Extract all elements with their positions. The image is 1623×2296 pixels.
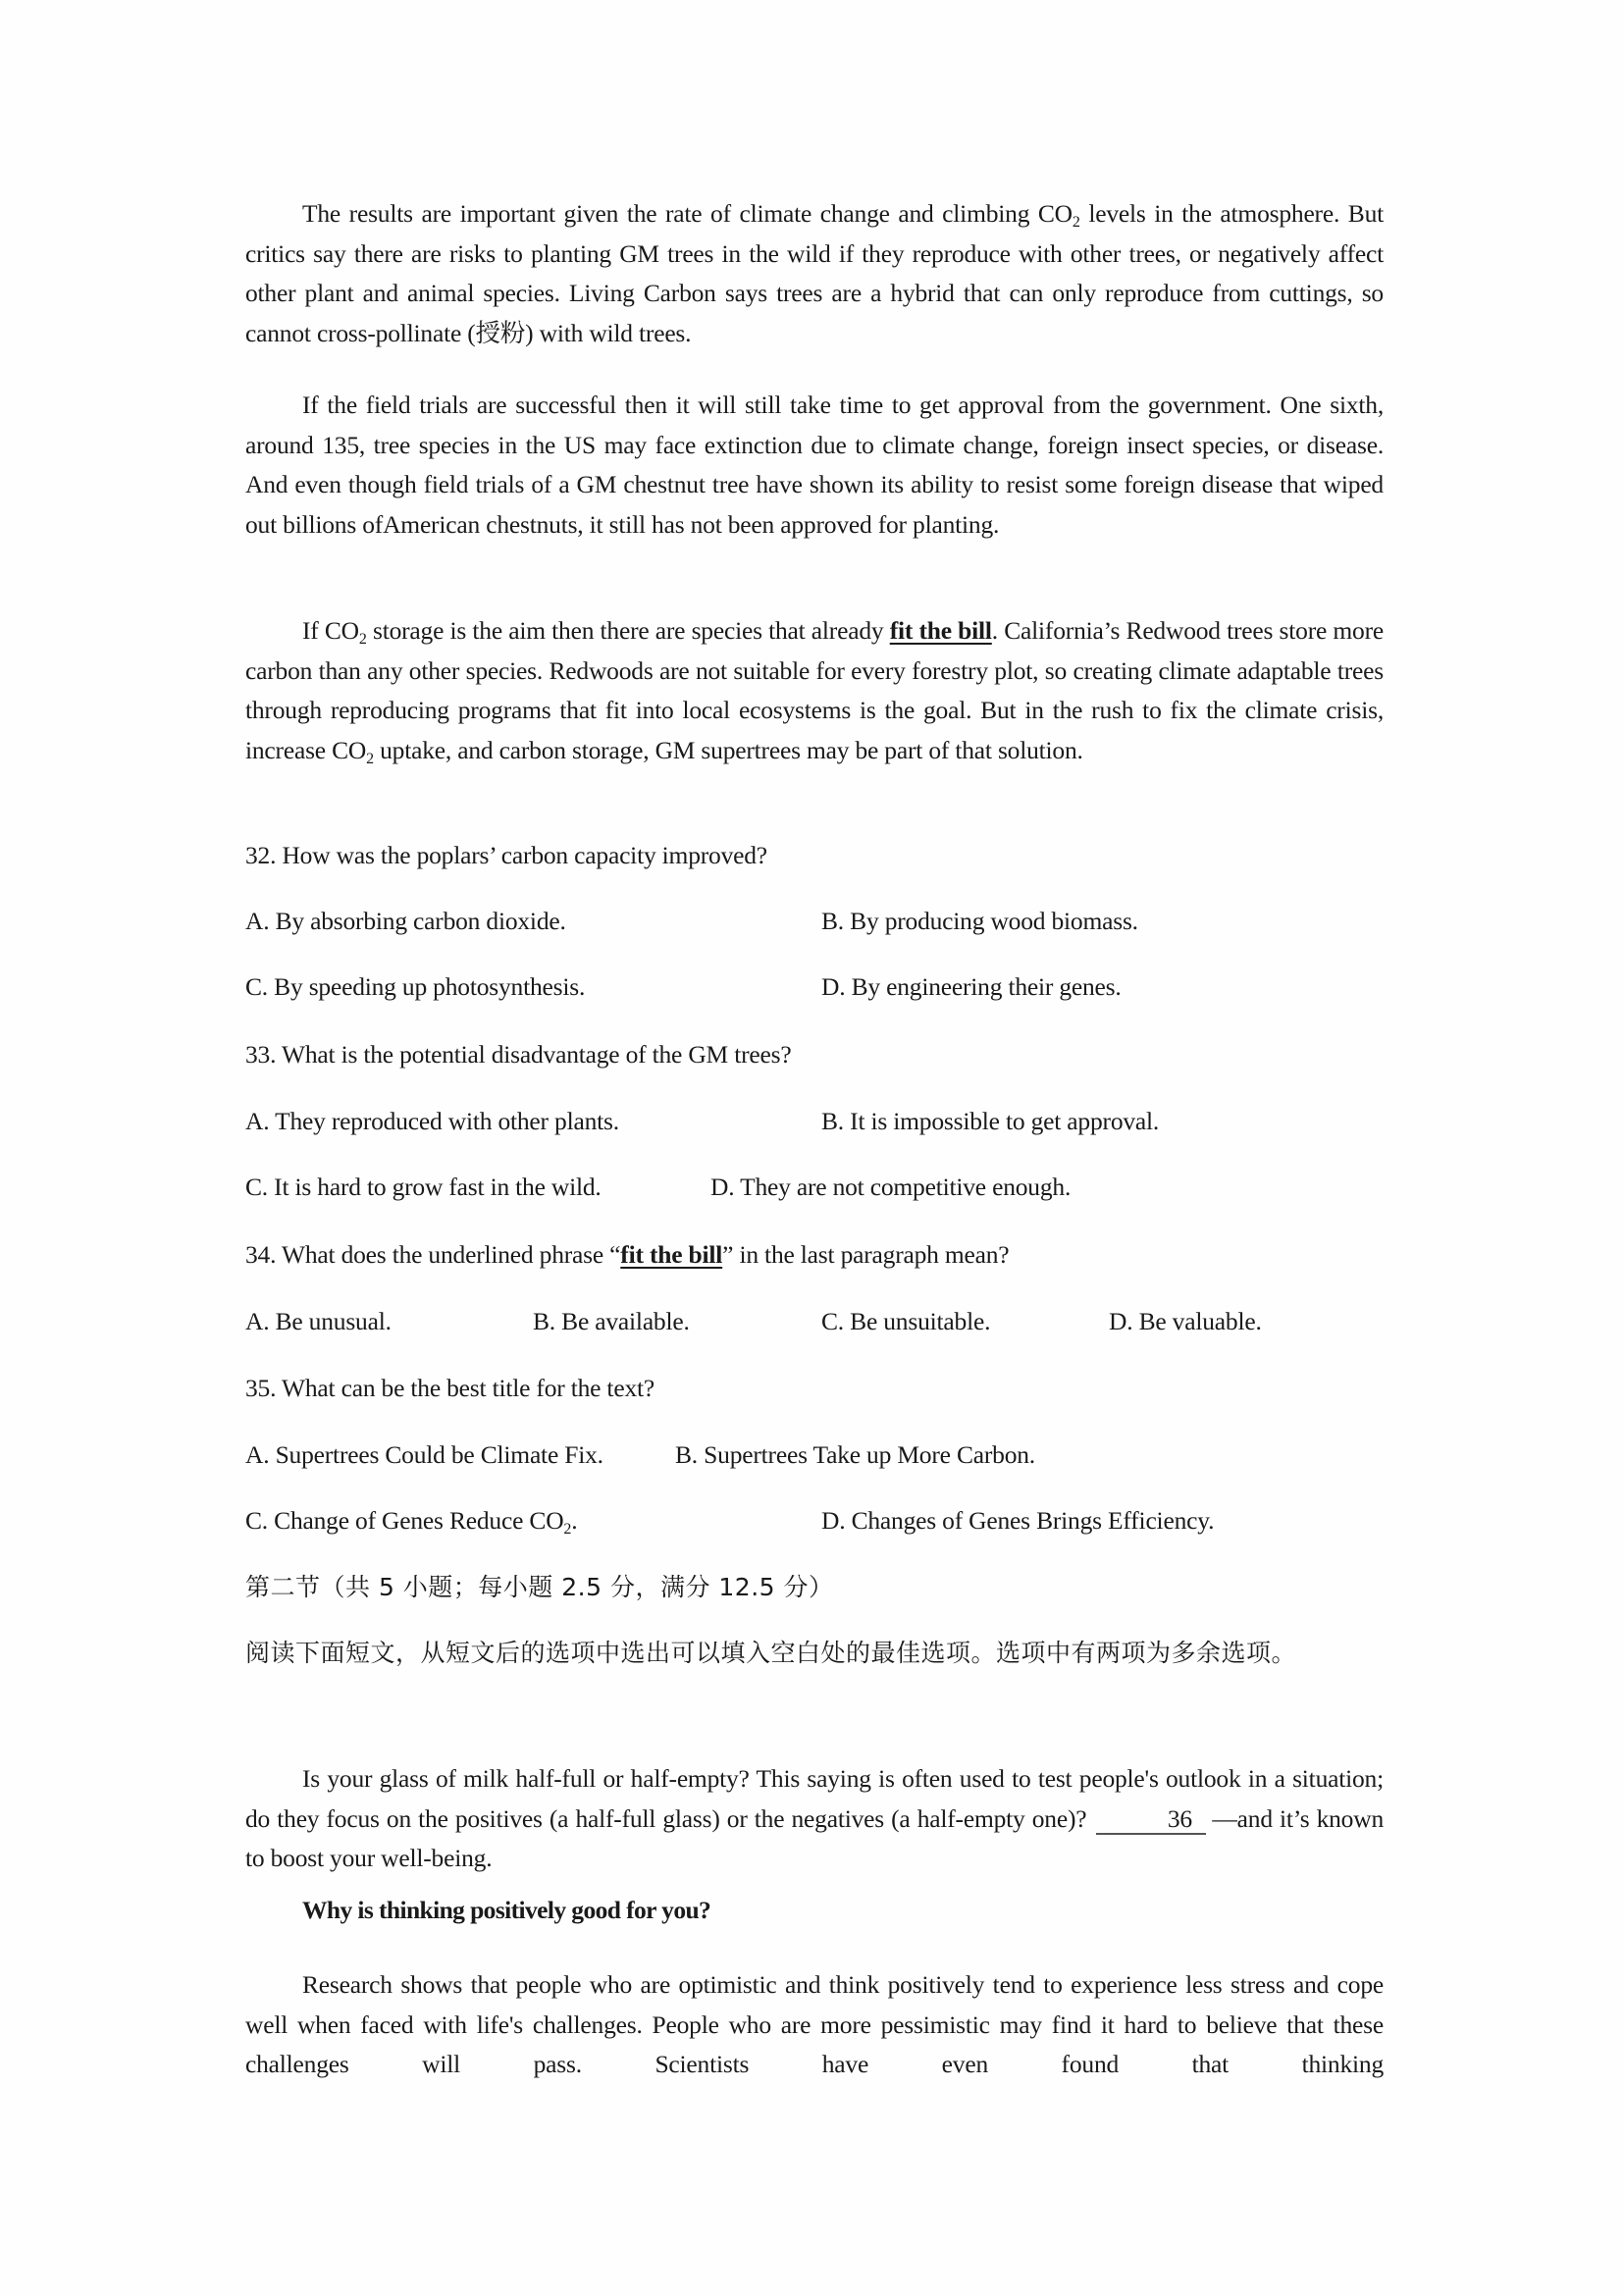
question-stem: 35. What can be the best title for the text? (245, 1374, 654, 1402)
section-2-subheading (245, 1891, 1384, 1930)
underlined-phrase: fit the bill (620, 1240, 723, 1269)
question-34-options (245, 1302, 1384, 1341)
option-b[interactable]: B. Supertrees Take up More Carbon. (675, 1440, 1035, 1469)
paragraph-text: If CO (302, 616, 359, 645)
subscript: 2 (563, 1521, 572, 1538)
paragraph-text: storage is the aim then there are species that already (366, 616, 890, 645)
option-d[interactable]: D. Changes of Genes Brings Efficiency. (821, 1506, 1215, 1535)
passage-paragraph-1 (245, 194, 1384, 353)
section-2-paragraph-2 (245, 1965, 1384, 2085)
option-d[interactable]: D. They are not competitive enough. (710, 1173, 1072, 1201)
question-stem: 34. What does the underlined phrase “ (245, 1240, 621, 1269)
question-stem: ” in the last paragraph mean? (722, 1240, 1010, 1269)
paragraph-text: . California’s Redwood trees store more carbon than any other species. Redwoods are not suitable for every forestry plot, so creating climate adaptable trees through reproducing programs that fit into local ecosystems is the goal. But in the rush to fix the climate crisis, increase CO (245, 616, 1384, 764)
underlined-phrase: fit the bill (889, 616, 992, 645)
question-32-options-row-2 (245, 967, 1384, 1007)
paragraph-text: uptake, and carbon storage, GM supertrees may be part of that solution. (373, 735, 1083, 764)
section-heading: 第二节（共 5 小题；每小题 2.5 分，满分 12.5 分） (245, 1573, 834, 1601)
subscript: 2 (1072, 214, 1080, 231)
option-text: C. Change of Genes Reduce CO (245, 1506, 564, 1535)
option-b[interactable]: B. Be available. (533, 1307, 690, 1335)
subscript: 2 (358, 631, 367, 648)
option-c[interactable]: C. Be unsuitable. (821, 1307, 991, 1335)
option-c[interactable]: C. By speeding up photosynthesis. (245, 972, 586, 1001)
option-a[interactable]: A. Be unusual. (245, 1307, 392, 1335)
option-b[interactable]: B. By producing wood biomass. (821, 907, 1138, 935)
question-35-options-row-1 (245, 1435, 1384, 1475)
paragraph-text: levels in the atmosphere. But critics say there are risks to planting GM trees in the wild if they reproduce with other trees, or negatively affect other plant and animal species. Living Carbon says trees are a hybrid that can only reproduce from cuttings, so cannot cross-pollinate (授粉) with wild trees. (245, 199, 1384, 347)
question-33 (245, 1035, 1384, 1074)
question-32 (245, 836, 1384, 875)
option-a[interactable]: A. Supertrees Could be Climate Fix. (245, 1440, 603, 1469)
instructions-text: 阅读下面短文，从短文后的选项中选出可以填入空白处的最佳选项。选项中有两项为多余选项。 (245, 1639, 1297, 1667)
paragraph-text: —and it’s known to boost your well-being. (245, 1803, 1384, 1872)
question-stem: 33. What is the potential disadvantage of the GM trees? (245, 1040, 792, 1069)
section-2-paragraph-1 (245, 1759, 1384, 1879)
question-stem: 32. How was the poplars’ carbon capacity improved? (245, 841, 767, 869)
option-a[interactable]: A. They reproduced with other plants. (245, 1107, 619, 1135)
paragraph-text: The results are important given the rate of climate change and climbing CO (302, 199, 1073, 228)
question-32-options-row-1 (245, 902, 1384, 941)
option-d[interactable]: D. Be valuable. (1109, 1307, 1262, 1335)
option-a[interactable]: A. By absorbing carbon dioxide. (245, 907, 566, 935)
paragraph-text: Research shows that people who are optimistic and think positively tend to experience less stress and cope well when faced with life's challenges. People who are more pessimistic may find it hard to believe that these challenges will pass. Scientists have even found that thinking (245, 1970, 1384, 2078)
subheading: Why is thinking positively good for you? (302, 1896, 711, 1924)
blank-36[interactable]: 36 (1096, 1805, 1206, 1835)
option-text: . (571, 1506, 578, 1535)
passage-paragraph-3 (245, 611, 1384, 770)
option-c[interactable] (245, 1501, 577, 1540)
question-33-options-row-1 (245, 1102, 1384, 1141)
option-b[interactable]: B. It is impossible to get approval. (821, 1107, 1160, 1135)
paragraph-text: Is your glass of milk half-full or half-empty? This saying is often used to test people's outlook in a situation; do they focus on the positives (a half-full glass) or the negatives (a half-empty one)? (245, 1764, 1384, 1833)
section-2-heading (245, 1568, 1384, 1607)
question-33-options-row-2 (245, 1168, 1384, 1207)
option-d[interactable]: D. By engineering their genes. (821, 972, 1122, 1001)
question-35-options-row-2 (245, 1501, 1384, 1540)
option-c[interactable]: C. It is hard to grow fast in the wild. (245, 1173, 602, 1201)
passage-paragraph-2 (245, 386, 1384, 545)
section-2-instructions (245, 1634, 1384, 1673)
question-34 (245, 1235, 1384, 1275)
paragraph-text: If the field trials are successful then it will still take time to get approval from the government. One sixth, around 135, tree species in the US may face extinction due to climate change, foreign insect species, or disease. And even though field trials of a GM chestnut tree have shown its ability to resist some foreign disease that wiped out billions ofAmerican chestnuts, it still has not been approved for planting. (245, 391, 1384, 539)
subscript: 2 (366, 750, 374, 767)
question-35 (245, 1369, 1384, 1408)
